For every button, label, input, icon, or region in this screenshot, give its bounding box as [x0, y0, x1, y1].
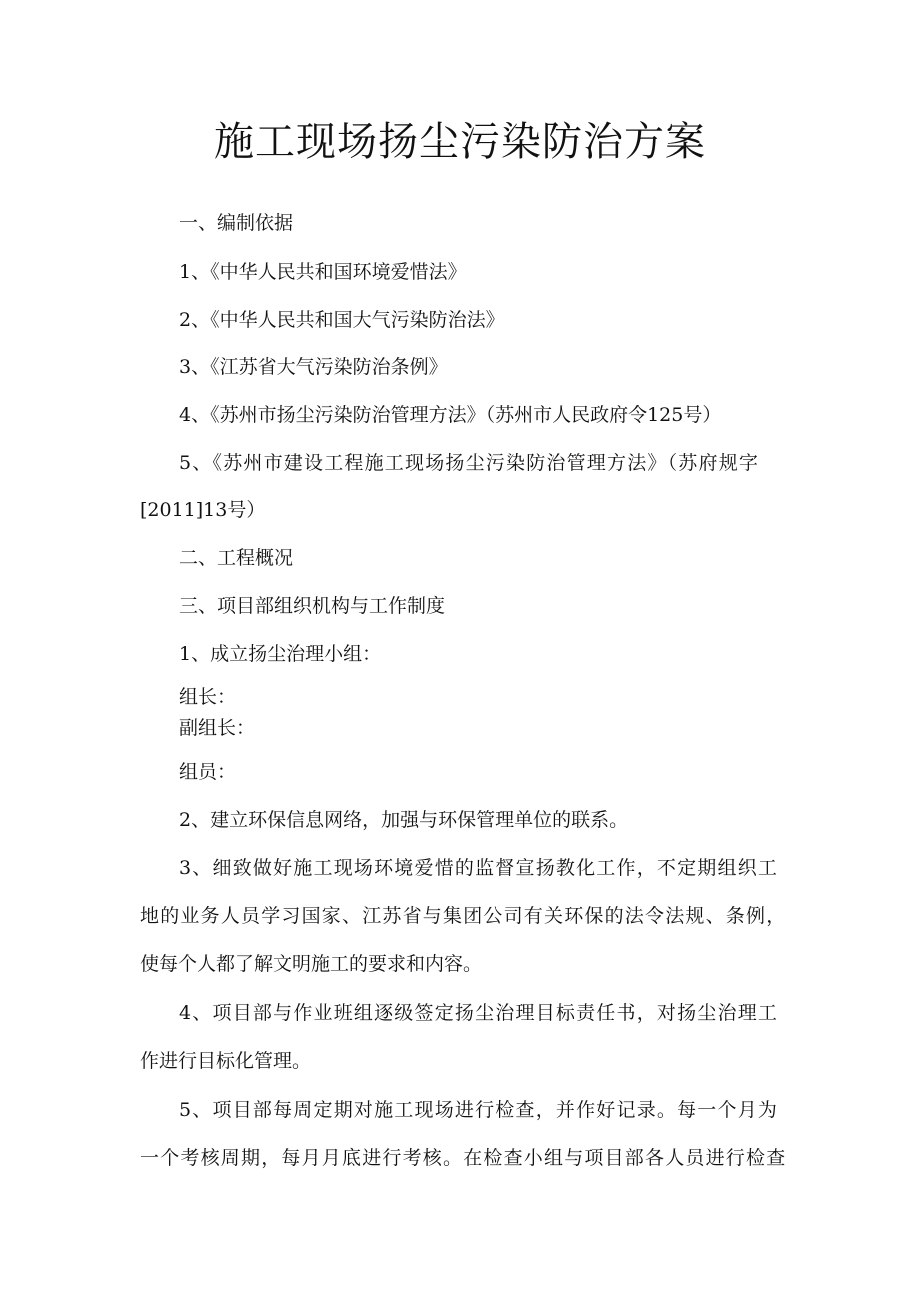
- deputy-leader-label: 副组长：: [179, 717, 256, 739]
- org-item-4-line-2: 作进行目标化管理。: [140, 1050, 312, 1072]
- org-item-5: 5、项目部每周定期对施工现场进行检查，并作好记录。每一个月为: [179, 1099, 779, 1121]
- document-title: 施工现场扬尘污染防治方案: [214, 119, 706, 165]
- section-heading-basis: 一、编制依据: [179, 212, 294, 234]
- team-leader-label: 组长：: [179, 686, 237, 708]
- org-item-3-line-3: 使每个人都了解文明施工的要求和内容。: [140, 953, 483, 975]
- basis-item-5-continued: [2011]13号）: [140, 499, 266, 521]
- org-item-5-line-2: 一个考核周期，每月月底进行考核。在检查小组与项目部各人员进行检查: [140, 1147, 787, 1169]
- org-item-4: 4、项目部与作业班组逐级签定扬尘治理目标责任书，对扬尘治理工: [179, 1002, 779, 1024]
- org-item-1: 1、成立扬尘治理小组：: [179, 643, 382, 665]
- basis-item-3: 3、《江苏省大气污染防治条例》: [179, 356, 448, 378]
- org-item-3-line-2: 地的业务人员学习国家、江苏省与集团公司有关环保的法令法规、条例，: [140, 905, 787, 927]
- section-heading-overview: 二、工程概况: [179, 547, 294, 569]
- basis-item-1: 1、《中华人民共和国环境爱惜法》: [179, 261, 467, 283]
- basis-item-2: 2、《中华人民共和国大气污染防治法》: [179, 309, 505, 331]
- basis-item-4: 4、《苏州市扬尘污染防治管理方法》（苏州市人民政府令125号）: [179, 404, 722, 426]
- org-item-3: 3、细致做好施工现场环境爱惜的监督宣扬教化工作，不定期组织工: [179, 857, 779, 879]
- basis-item-5: 5、《苏州市建设工程施工现场扬尘污染防治管理方法》（苏府规字: [179, 452, 760, 474]
- org-item-2: 2、建立环保信息网络，加强与环保管理单位的联系。: [179, 809, 629, 831]
- team-members-label: 组员：: [179, 761, 237, 783]
- section-heading-organization: 三、项目部组织机构与工作制度: [179, 595, 446, 617]
